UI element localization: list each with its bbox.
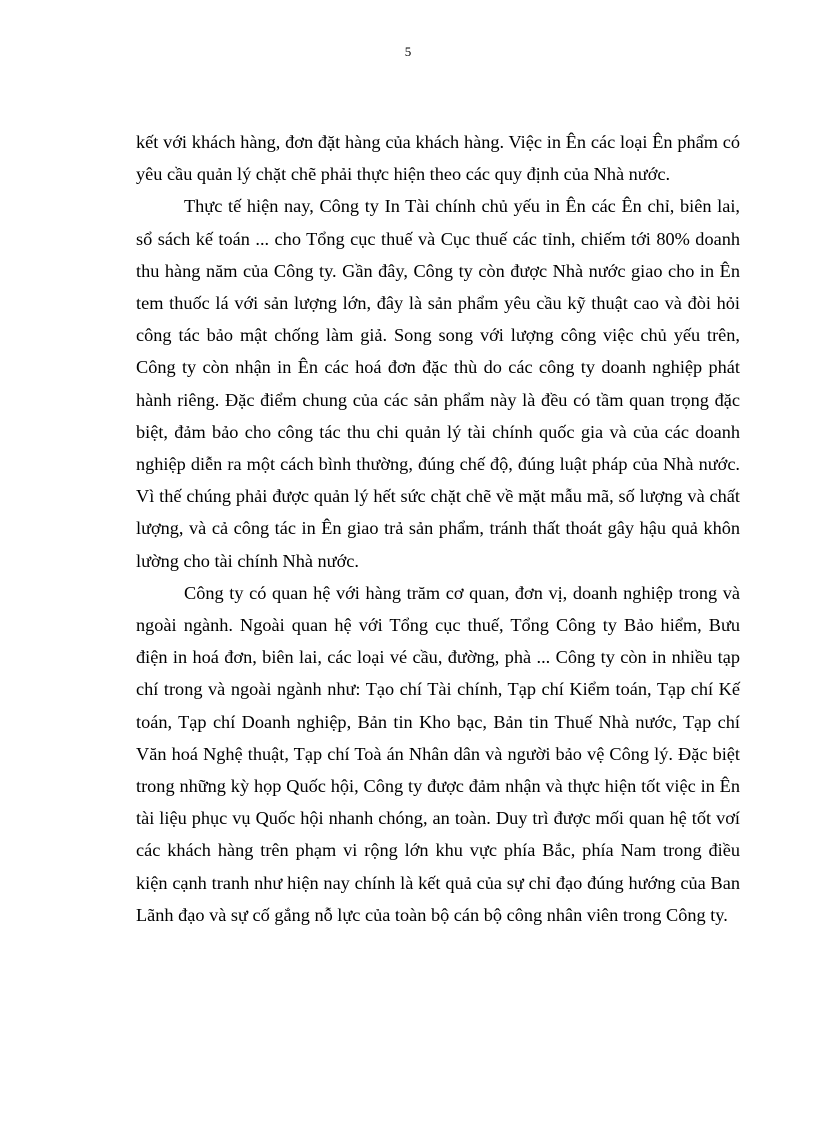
paragraph-continuation: kết với khách hàng, đơn đặt hàng của khách hàng. Việc in Ên các loại Ên phẩm có yêu cầu quản lý chặt chẽ phải thực hiện theo các quy định của Nhà nước. (136, 132, 740, 185)
paragraph-current-business: Thực tế hiện nay, Công ty In Tài chính chủ yếu in Ên các Ên chỉ, biên lai, sổ sách kế toán ... cho Tổng cục thuế và Cục thuế các tỉnh, chiếm tới 80% doanh thu hàng năm của Công ty. Gần đây, Công ty còn được Nhà nước giao cho in Ên tem thuốc lá với sản lượng lớn, đây là sản phẩm yêu cầu kỹ thuật cao và đòi hỏi công tác bảo mật chống làm giả. Song song với lượng công việc chủ yếu trên, Công ty còn nhận in Ên các hoá đơn đặc thù do các công ty doanh nghiệp phát hành riêng. Đặc điểm chung của các sản phẩm này là đều có tầm quan trọng đặc biệt, đảm bảo cho công tác thu chi quản lý tài chính quốc gia và của các doanh nghiệp diễn ra một cách bình thường, đúng chế độ, đúng luật pháp của Nhà nước. Vì thế chúng phải được quản lý hết sức chặt chẽ về mặt mẫu mã, số lượng và chất lượng, và cả công tác in Ên giao trả sản phẩm, tránh thất thoát gây hậu quả khôn lường cho tài chính Nhà nước. (136, 196, 740, 571)
paragraph-customer-relations: Công ty có quan hệ với hàng trăm cơ quan, đơn vị, doanh nghiệp trong và ngoài ngành. Ngoài quan hệ với Tổng cục thuế, Tổng Công ty Bảo hiểm, Bưu điện in hoá đơn, biên lai, các loại vé cầu, đường, phà ... Công ty còn in nhiều tạp chí trong và ngoài ngành như: Tạo chí Tài chính, Tạp chí Kiểm toán, Tạp chí Kế toán, Tạp chí Doanh nghiệp, Bản tin Kho bạc, Bản tin Thuế Nhà nước, Tạp chí Văn hoá Nghệ thuật, Tạp chí Toà án Nhân dân và người bảo vệ Công lý. Đặc biệt trong những kỳ họp Quốc hội, Công ty được đảm nhận và thực hiện tốt việc in Ên tài liệu phục vụ Quốc hội nhanh chóng, an toàn. Duy trì được mối quan hệ tốt vơí các khách hàng trên phạm vi rộng lớn khu vực phía Bắc, phía Nam trong điều kiện cạnh tranh như hiện nay chính là kết quả của sự chỉ đạo đúng hướng của Ban Lãnh đạo và sự cố gắng nỗ lực của toàn bộ cán bộ công nhân viên trong Công ty. (136, 582, 740, 925)
page-number: 5 (404, 44, 412, 59)
body-text (136, 126, 740, 931)
